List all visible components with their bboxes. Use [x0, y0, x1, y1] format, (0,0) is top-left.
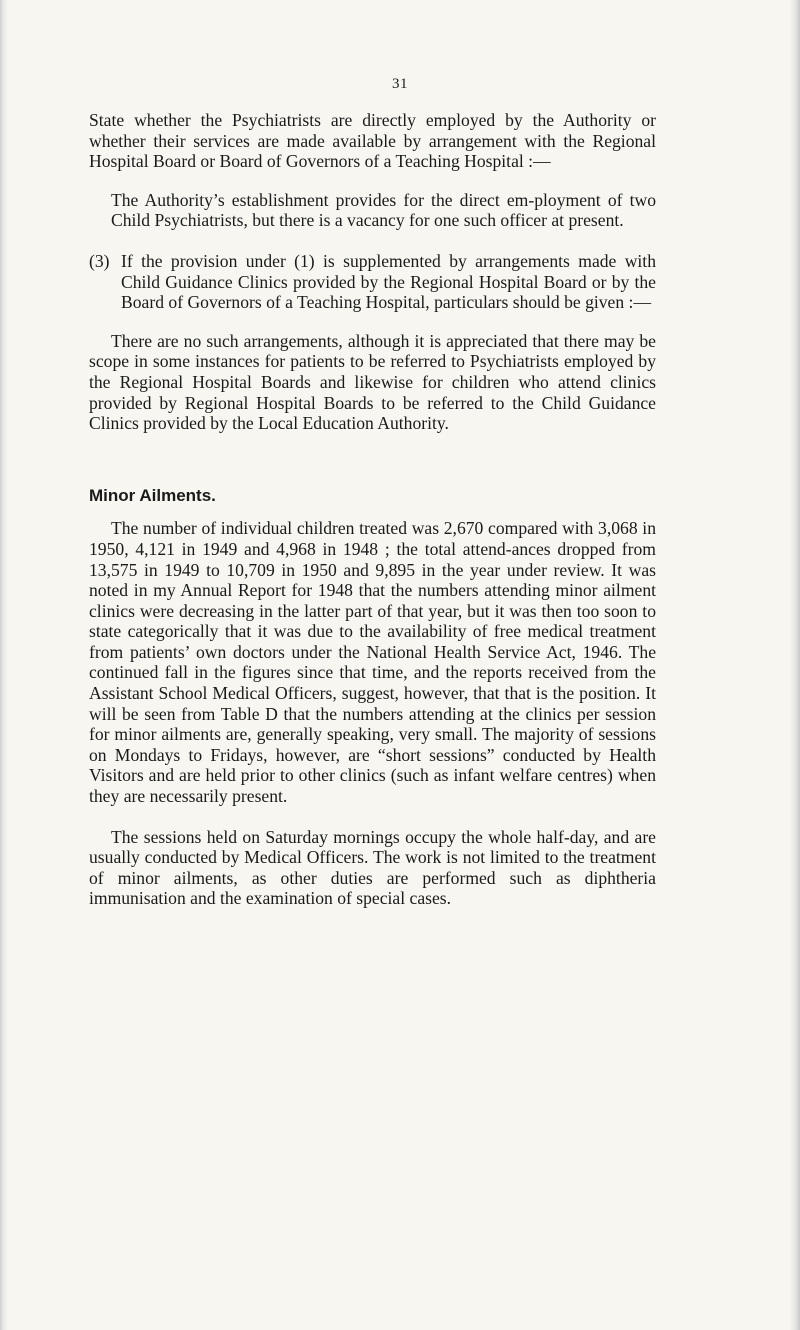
page-edge-left [0, 0, 8, 1330]
answer-paragraph: There are no such arrangements, although it is appreciated that there may be scope in some instances for patients to be referred to Psychiatrists employed by the Regional Hospital Boards and likewise for children who attend clinics provided by Regional Hospital Boards to be referred to the Child Guidance Clinics provided by the Local Education Authority. [89, 330, 656, 434]
question-number: (3) [89, 250, 110, 271]
question-paragraph: State whether the Psychiatrists are directly employed by the Authority or whether their services are made available by arrangement with the Regional Hospital Board or Board of Governors of a Teaching Hospital :— [89, 110, 656, 172]
answer-paragraph: The Authority’s establishment provides for the direct em-ployment of two Child Psychiatrists, but there is a vacancy for one such officer at present. [111, 189, 656, 231]
page-content [89, 110, 656, 909]
numbered-question [89, 251, 656, 313]
question-text: If the provision under (1) is supplemented by arrangements made with Child Guidance Clinics provided by the Regional Hospital Board or by the Board of Governors of a Teaching Hospital, particulars should be given :— [121, 250, 656, 313]
body-paragraph: The sessions held on Saturday mornings occupy the whole half-day, and are usually conducted by Medical Officers. The work is not limited to the treatment of minor ailments, as other duties are performed such as diphtheria immunisation and the examination of special cases. [89, 826, 656, 909]
page-number: 31 [392, 76, 408, 92]
page-edge-right [790, 0, 800, 1330]
section-heading: Minor Ailments. [89, 485, 216, 505]
body-paragraph: The number of individual children treated was 2,670 compared with 3,068 in 1950, 4,121 in 1949 and 4,968 in 1948 ; the total attend-ances dropped from 13,575 in 1949 to 10,709 in 1950 and 9,895 in the year under review. It was noted in my Annual Report for 1948 that the numbers attending minor ailment clinics were decreasing in the latter part of that year, but it was then too soon to state categorically that it was due to the availability of free medical treatment from patients’ own doctors under the National Health Service Act, 1946. The continued fall in the figures since that time, and the reports received from the Assistant School Medical Officers, suggest, however, that that is the position. It will be seen from Table D that the numbers attending at the clinics per session for minor ailments are, generally speaking, very small. The majority of sessions on Mondays to Fridays, however, are “short sessions” conducted by Health Visitors and are held prior to other clinics (such as infant welfare centres) when they are necessarily present. [89, 518, 656, 807]
